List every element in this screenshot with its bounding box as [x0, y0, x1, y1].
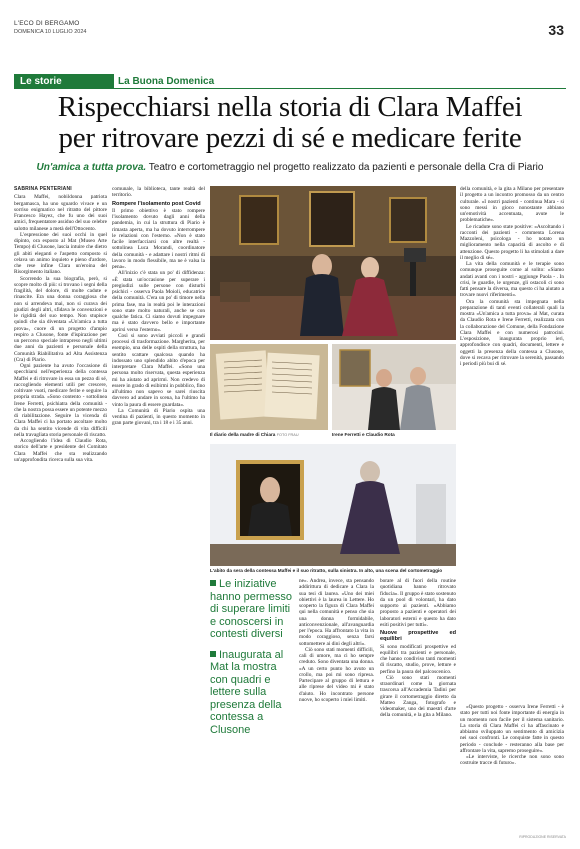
column-subtitle: Nuove prospettive ed equilibri — [380, 630, 456, 643]
bullet-square-icon — [210, 580, 216, 586]
paragraph: Così si sono avviati piccoli e grandi processi di trasformazione. Margherita, per esempio, una delle ospiti della struttura, ha sentito scattare qualcosa quando ha indossato uno splendido abito d'epoca per interpretare Clara Maffei. «Sono una persona molto riservata, questa esperienza mi ha aiutato ad aprirmi. Non credevo di essere in grado di esibirmi in pubblico, fino all'ultimo non sapevo se sarei riuscita davvero ad andare in scena, ha l'ultimo ha vinto la paura di essere guardata». — [112, 332, 205, 408]
subhead-text: Teatro e cortometraggio nel progetto realizzato da pazienti e personale della Cra di Piario — [146, 162, 544, 173]
film-scene-illustration — [210, 186, 456, 340]
section-label: Le storie — [14, 74, 114, 88]
exhibition-illustration — [210, 444, 456, 566]
paragraph: Ora la comunità sta impegnata nella preparazione di tanti eventi collaterali quali la mostra «Un'amica a tutta prova» al Mat, curata da Claudio Rota e Irene Ferretti, realizzata con la collaborazione del Comune, della Fondazione Clara Maffei e con numerosi patrocini. L'esposizione, inaugurata proprio ieri, approfondisce con quadri, documenti, lettere e oggetti la presenza della contessa a Clusone, dove si recava per ritrovare la serenità, passando i periodi più bui di sé. — [460, 298, 564, 367]
article-column-5 — [380, 578, 456, 834]
bullet-square-icon — [210, 651, 216, 657]
exhibition-caption — [210, 568, 456, 573]
article-column-1 — [14, 186, 107, 818]
section-bar — [14, 74, 218, 88]
pullquotes — [210, 578, 294, 744]
portrait-illustration — [332, 344, 456, 430]
subhead-kicker: Un'amica a tutta prova. — [36, 162, 147, 173]
paragraph: Le ricadute sono state positive: «Ascoltando i racconti dei pazienti - commenta Lorena Mazzoleni, psicologa - ho notato un miglioramento nella capacità di ascolto e di attenzione. Questo progetto li ha stimolati a dare il meglio di sé». — [460, 223, 564, 261]
subhead — [14, 162, 566, 174]
paragraph: All'inizio c'è stata un po' di diffidenza: «È stata un'occasione per superare i pregiudizi sulle persone con disturbi psichici - osserva Paola Moioli, educatrice della comunità. C'era un po' di timore nella prima fase, ma in realtà poi le interazioni sono state molto naturali, anche se con qualche fatica. Ci siamo dovuti impegnare ma è stato davvero bello e importante aprirsi verso l'esterno». — [112, 270, 205, 333]
section-sublabel: La Buona Domenica — [114, 74, 218, 88]
masthead — [14, 20, 566, 42]
paragraph: comunale, la biblioteca, tante realtà del territorio. — [112, 186, 205, 199]
diary-caption — [210, 432, 328, 437]
exhibition-caption-text: L'abito da sera della contessa Maffei e il suo ritratto, sulla sinistra. In alto, una scena del cortometraggio — [210, 568, 443, 573]
paragraph: La Comunità di Piario ospita una ventina di pazienti, in questo momento in gran parte giovani, tra i 18 e i 35 anni. — [112, 407, 205, 427]
paragraph: borare al di fuori della routine quotidiana hanno ritrovato fiducia». Il gruppo è stato sostenuto da un pool di volontari, ha dato supporto ai pazienti. «Abbiamo proposto a pazienti e operatori dei laboratori esterni e questo ha dato esiti positivi per tutti». — [380, 578, 456, 628]
portrait-caption — [332, 432, 456, 437]
article-column-4 — [299, 578, 374, 834]
film-scene-photo — [210, 186, 456, 340]
copyright-notice: RIPRODUZIONE RISERVATA — [519, 835, 566, 839]
paragraph: ne». Andrea, invece, sta pensando addirittura di dedicare a Clara la sua tesi di laurea. «Uno dei miei obiettivi è la laurea in Lettere. Ho scoperto la figura di Clara Maffei qui nella comunità e penso che sia una donna formidabile, anticonvenzionale, all'avanguardia per l'epoca. Ha affrontato la vita in modo coraggioso, senza farsi sottomettere ai dini degli altri». — [299, 578, 374, 647]
newspaper-name: L'ECO DI BERGAMO — [14, 20, 80, 27]
paragraph: La vita della comunità e le terapie sono comunque proseguite come al solito: «Siamo andati avanti con i nostri - aggiunge Paola - . In crisi, le guardie, le urgenze, gli ostacoli ci sono fatti pensare la diversa, ma questo ci ha aiutato a trovare nuovi riferimenti». — [460, 261, 564, 299]
photo-credit: FOTO FRAU — [276, 433, 299, 437]
paragraph: Scorrendo la sua biografia, però, si scopre molto di più: si trovano i segni della fragilità, del dolore, di molte cadute e rinascite. Era una donna coraggiosa che non si arrendeva mai, non si curava dei giudizi degli altri, sfidava le convenzioni e le rigidità del suo tempo. Non stupisce quindi che sia diventata «Un'amica a tutta prova», cuore di un progetto d'ampio respiro a Clusone, fonte d'ispirazione per un percorso speciale intrapreso negli ultimi due anni da pazienti e personale della Comunità Riabilitativa ad Alta Assistenza (Cra) di Piario. — [14, 275, 107, 363]
diary-caption-text: Il diario della madre di Chiara — [210, 432, 276, 437]
page-number: 33 — [548, 22, 564, 38]
pullquote-2 — [210, 649, 294, 737]
headline-line-1: Rispecchiarsi nella storia di Clara Maffei — [57, 91, 523, 123]
issue-date: DOMENICA 10 LUGLIO 2024 — [14, 29, 87, 35]
byline: SABRINA PENTERIANI — [14, 186, 72, 192]
portrait-photo — [332, 344, 456, 430]
diary-photo — [210, 344, 328, 430]
paragraph: Il primo obiettivo è stato rompere l'isolamento dovuto dagli anni della pandemia, in cui la struttura di Piario è rimasta aperta, ma ha dovuto interrompere le relazioni con l'esterno. «Non è stato facile interfacciarsi con altre realtà - sottolinea Luca Morandi, coordinatore della comunità - e adattare i nostri ritmi di lavoro in modo flessibile, ma ne è valsa la pena». — [112, 207, 205, 270]
paragraph: Accogliendo l'idea di Claudio Rota, storico dell'arte e presidente del Comitato Clara Maffei che sta realizzando un'approfondita ricerca sulla sua vita. — [14, 438, 107, 463]
paragraph: Clara Maffei, nobildonna patriota bergamasca, ha uno sguardo vivace e un sorriso enigmatico nel ritratto del pittore Francesco Hayez, che fu uno dei suoi amici, frequentatore assiduo del suo celebre salotto milanese a metà dell'Ottocento. — [14, 194, 107, 232]
paragraph: della comunità, e la gita a Milano per presentare il progetto a un incontro promosso da un centro culturale. «I nostri pazienti - continua Mara - si sono messi in gioco nonostante abbiano un'emotività accentuata, avute le problematiche». — [460, 186, 564, 224]
article-column-right — [460, 186, 564, 698]
paragraph: «Questo progetto - osserva Irene Ferretti - è stato per tutti noi fonte importante di energia in un momento non facile per il sistema sanitario. La storia di Clara Maffei ci ha affascinato e abbiamo sviluppato un sentimento di amicizia nei suoi confronti. Le conquiste fatte in questo periodo - conclude - resteranno alla base per affrontare la vita, sapremo proseguire». — [460, 704, 564, 754]
pullquote-text: Inaugurata al Mat la mostra con quadri e lettere sulla presenza della contessa a Clusone — [210, 648, 284, 736]
paragraph: Si sono modificati prospettive ed equilibri tra pazienti e personale, che hanno condiviso tanti momenti di riscatto, studio, prove, letture e perfino la paura del palcoscenico. — [380, 643, 456, 675]
paragraph: Ciò sono stati momenti difficili, cali di umore, ma ci ho sempre creduto. Sono diventata una donna. «A un certo punto ho avuto un crollo, ma poi mi sono ripresa. Partecipare al gruppo di lettura e alle riprese del video mi è stato d'aiuto. Ho incontrato persone nuove, ho scoperto i miei limiti. — [299, 646, 374, 703]
headline-line-2: per ritrovare pezzi di sé e medicare ferite — [58, 122, 522, 154]
section-rule — [14, 88, 566, 89]
paragraph: «Le interviste, le ricerche non sono sono costruite tracce di futuro». — [460, 754, 564, 767]
headline — [14, 92, 566, 154]
paragraph: Ogni paziente ha avuto l'occasione di specchiarsi nell'esperienza della contessa Maffei e di ritrovare in essa un pezzo di sé, raccogliendo elementi utili per crescere, coltivare vuoti, medicare ferite e seguire la propria strada. «Sono contento - sottolinea Irene Ferretti, psichiatra della comunità - che la nostra possa essere un potente mezzo di riabilitazione. Seguire la vicenda di Clara Maffei ci ha portato ascoltare molto da chi ha sentito vicende di vita difficili nella travagliata storia personale di riscatto. — [14, 363, 107, 438]
article-column-2 — [112, 186, 205, 818]
pullquote-1 — [210, 578, 294, 641]
paragraph: L'espressione dei suoi occhi in quel dipinto, ora esposto al Mat (Museo Arte Tempo) di Clusone, lascia intuire che dietro gli abiti eleganti e l'aspetto composto si celava un animo inquieto e pieno d'ardore, che rese infine Clara un'eroina del Risorgimento italiano. — [14, 231, 107, 276]
exhibition-photo — [210, 444, 456, 566]
paragraph: Ciò sono stati momenti straordinari come la giornata trascorsa all'Accademia Tadini per girare il cortometraggio diretto da Matteo Zanga, fotografo e videomaker, uno dei maestri d'arte della comunità, e la gita a Milano. — [380, 674, 456, 719]
pullquote-text: Le iniziative hanno permesso di superare limiti e conoscersi in contesti diversi — [210, 578, 292, 640]
column-subtitle: Rompere l'isolamento post Covid — [112, 200, 201, 207]
portrait-caption-text: Irene Ferretti e Claudio Rota — [332, 432, 395, 437]
diary-illustration — [210, 344, 328, 430]
article-column-right-end — [460, 704, 564, 834]
